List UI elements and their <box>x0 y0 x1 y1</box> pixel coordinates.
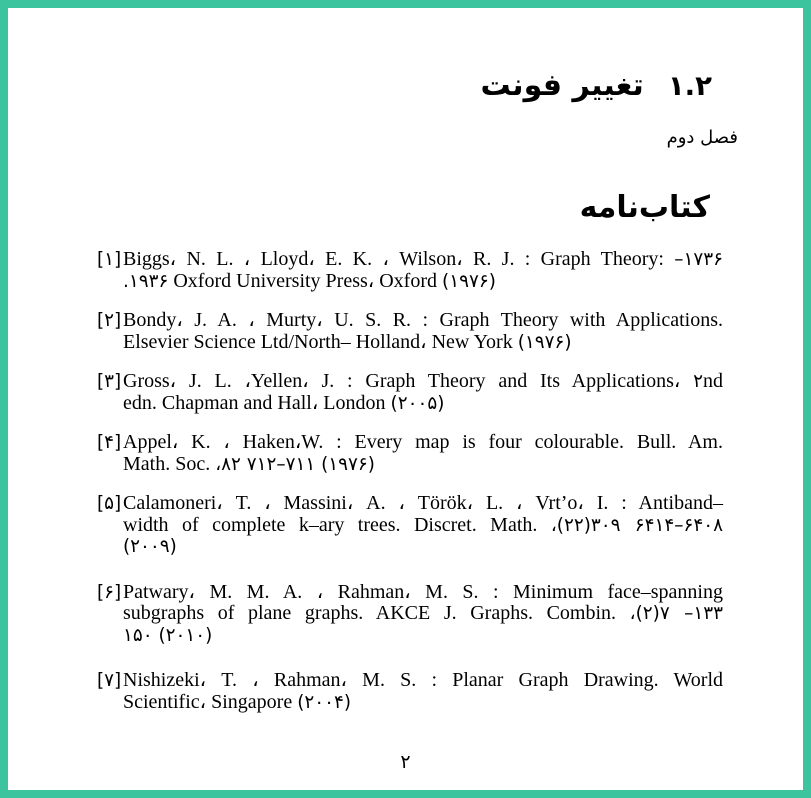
bib-entry-label: [۱] <box>97 249 122 270</box>
text-segment-num: (۲۰۰۵) <box>390 392 445 414</box>
bib-entry-line <box>123 332 723 354</box>
text-segment-num: ،(۲)۷ –۱۳۳ <box>629 603 724 624</box>
bib-entry-line <box>123 271 723 293</box>
text-segment-en: edn. Chapman and Hall، London <box>123 391 391 414</box>
bib-entry <box>97 493 723 558</box>
bib-entry-label: [۵] <box>97 493 122 514</box>
text-segment-num: (۲۰۰۴) <box>297 691 352 713</box>
text-segment-num: ۲ <box>693 371 703 392</box>
text-segment-en: Biggs، N. L. ، Lloyd، E. K. ، Wilson، R. J. : Graph Theory: <box>123 248 675 270</box>
text-segment-en: Oxford University Press، Oxford <box>168 269 443 292</box>
bib-entry-line <box>123 310 723 332</box>
bib-entry-line <box>123 371 723 393</box>
text-segment-en: Patwary، M. M. A. ، Rahman، M. S. : Minimum face–spanning <box>123 580 723 603</box>
text-segment-num: –۱۷۳۶ <box>674 249 723 270</box>
bib-entry-line <box>123 515 723 537</box>
text-segment-en: nd <box>703 370 723 392</box>
bib-entry-line <box>123 454 723 476</box>
text-segment-en: Calamoneri، T. ، Massini، A. ، Török، L. ، Vrt’o، I. : Antiband– <box>123 492 723 514</box>
bib-entry <box>97 249 723 292</box>
bib-entry-line <box>123 692 723 714</box>
text-segment-num: ،۸۲ ۷۱۲–۷۱۱ (۱۹۷۶) <box>215 453 375 475</box>
text-segment-num: (۱۹۷۶) <box>517 331 572 353</box>
chapter-label: فصل دوم <box>666 127 738 148</box>
section-number: ۱.۲ <box>667 69 712 102</box>
bib-entry <box>97 310 723 353</box>
bib-entry-line <box>123 493 723 515</box>
bib-entry-label: [۶] <box>97 581 122 603</box>
bibliography-title: کتاب‌نامه <box>579 190 710 225</box>
text-segment-en: subgraphs of plane graphs. AKCE J. Graphs. Combin. <box>123 602 630 624</box>
bib-entry-line <box>123 249 723 271</box>
bib-entry-label: [۴] <box>97 432 122 453</box>
text-segment-en: width of complete k–ary trees. Discret. Math. <box>123 513 551 536</box>
text-segment-en: Nishizeki، T. ، Rahman، M. S. : Planar Graph Drawing. World <box>123 669 723 691</box>
text-segment-en: Gross، J. L. ،Yellen، J. : Graph Theory and Its Applications، <box>123 370 694 392</box>
text-segment-en: Bondy، J. A. ، Murty، U. S. R. : Graph Theory with Applications. <box>123 309 723 331</box>
text-segment-num: (۲۰۰۹) <box>123 536 177 557</box>
bibliography-list <box>97 249 723 731</box>
bib-entry-line <box>123 603 723 625</box>
bib-entry-line <box>123 670 723 692</box>
text-segment-en: Scientific، Singapore <box>123 690 298 713</box>
section-heading <box>481 68 712 103</box>
bib-entry <box>97 670 723 713</box>
text-segment-en: Math. Soc. <box>123 452 216 475</box>
text-segment-num: ،(۲۲)۳۰۹ ۶۴۱۴–۶۴۰۸ <box>550 514 723 536</box>
text-segment-en: Elsevier Science Ltd/North– Holland، New York <box>123 330 518 353</box>
bib-entry-line <box>123 432 723 454</box>
bib-entry-label: [۳] <box>97 371 122 392</box>
text-segment-num: .۱۹۳۶ <box>123 270 169 292</box>
text-segment-num: ۱۵۰ (۲۰۱۰) <box>123 624 213 646</box>
bib-entry-line <box>123 625 723 647</box>
bib-entry-label: [۷] <box>97 670 122 691</box>
bib-entry-line <box>123 582 723 604</box>
bib-entry-label: [۲] <box>97 310 122 331</box>
text-segment-en: Appel، K. ، Haken،W. : Every map is four colourable. Bull. Am. <box>123 431 723 453</box>
bib-entry <box>97 432 723 475</box>
bib-entry <box>97 582 723 647</box>
bib-entry-line <box>123 536 723 558</box>
bib-entry-line <box>123 393 723 415</box>
section-title: تغییر فونت <box>480 68 644 103</box>
page-number: ۲ <box>400 751 411 773</box>
text-segment-num: (۱۹۷۶) <box>442 270 496 292</box>
bib-entry <box>97 371 723 414</box>
